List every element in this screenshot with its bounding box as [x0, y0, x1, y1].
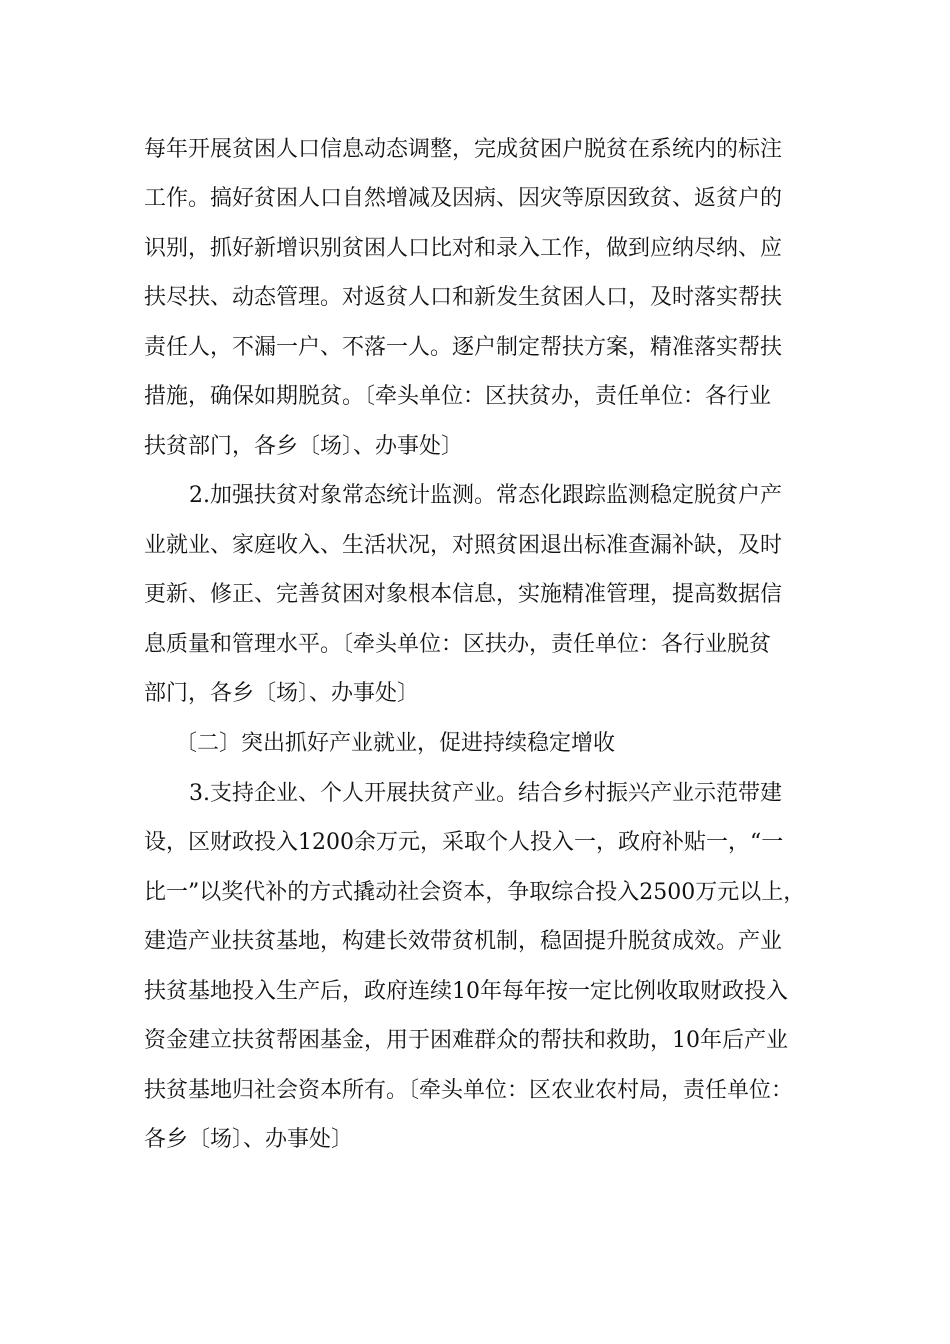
text-line: 更新、修正、完善贫困对象根本信息，实施精准管理，提高数据信 — [144, 582, 783, 607]
section-heading: 〔二〕突出抓好产业就业，促进持续稳定增收 — [175, 731, 616, 756]
text-line: 措施，确保如期脱贫。〔牵头单位：区扶贫办，责任单位：各行业 — [144, 384, 772, 409]
paragraph-first-line: 2.加强扶贫对象常态统计监测。常态化跟踪监测稳定脱贫户产 — [189, 483, 782, 508]
text-line: 息质量和管理水平。〔牵头单位：区扶办，责任单位：各行业脱贫 — [144, 632, 772, 657]
text-line: 扶贫基地投入生产后，政府连续10年每年按一定比例收取财政投入 — [144, 979, 788, 1004]
text-line: 业就业、家庭收入、生活状况，对照贫困退出标准查漏补缺，及时 — [144, 533, 783, 558]
text-line: 建造产业扶贫基地，构建长效带贫机制，稳固提升脱贫成效。产业 — [144, 929, 783, 954]
text-line: 扶贫基地归社会资本所有。〔牵头单位：区农业农村局，责任单位： — [144, 1078, 794, 1103]
text-line: 各乡〔场〕、办事处〕 — [144, 1127, 354, 1152]
text-line: 识别，抓好新增识别贫困人口比对和录入工作，做到应纳尽纳、应 — [144, 236, 783, 261]
text-line: 工作。搞好贫困人口自然增减及因病、因灾等原因致贫、返贫户的 — [144, 186, 783, 211]
text-line: 部门，各乡〔场〕、办事处〕 — [144, 681, 420, 706]
text-line: 每年开展贫困人口信息动态调整，完成贫困户脱贫在系统内的标注 — [144, 137, 783, 162]
text-line: 扶贫部门，各乡〔场〕、办事处〕 — [144, 434, 464, 459]
text-line: 资金建立扶贫帮困基金，用于困难群众的帮扶和救助，10年后产业 — [144, 1028, 788, 1053]
text-line: 责任人，不漏一户、不落一人。逐户制定帮扶方案，精准落实帮扶 — [144, 335, 783, 360]
text-line: 设，区财政投入1200余万元，采取个人投入一，政府补贴一，“一 — [144, 830, 784, 855]
text-line: 比一”以奖代补的方式撬动社会资本，争取综合投入2500万元以上， — [144, 880, 806, 905]
text-line: 扶尽扶、动态管理。对返贫人口和新发生贫困人口，及时落实帮扶 — [144, 285, 783, 310]
paragraph-first-line: 3.支持企业、个人开展扶贫产业。结合乡村振兴产业示范带建 — [189, 781, 782, 806]
